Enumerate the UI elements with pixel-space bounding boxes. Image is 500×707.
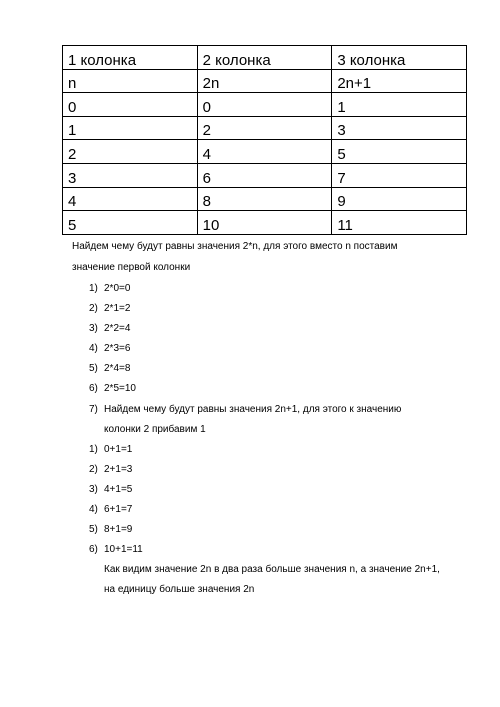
list-number: 2) [89,464,98,475]
table-cell: 2 [197,116,332,140]
list-number: 3) [89,323,98,334]
conclusion-line-1: Как видим значение 2n в два раза больше значения n, а значение 2n+1, [104,564,440,575]
list-number: 1) [89,444,98,455]
list-number: 6) [89,544,98,555]
table-cell: 1 колонка [63,46,198,70]
table-cell: 7 [332,163,467,187]
list-item: 2*5=10 [104,383,136,394]
table-cell: 3 колонка [332,46,467,70]
list-item: 2*1=2 [104,303,131,314]
table-cell: n [63,69,198,93]
list-item: Найдем чему будут равны значения 2n+1, для этого к значению [104,404,402,415]
table-cell: 5 [332,140,467,164]
table-row [63,69,467,93]
table-cell: 3 [63,163,198,187]
list-item: 2*0=0 [104,283,131,294]
table-cell: 4 [197,140,332,164]
table-cell: 0 [197,93,332,117]
list-item: 2*4=8 [104,363,131,374]
table-row [63,93,467,117]
table-cell: 9 [332,187,467,211]
list-number: 4) [89,343,98,354]
intro-line-2: значение первой колонки [72,262,191,273]
list-item: 10+1=11 [104,544,143,555]
table-cell: 1 [63,116,198,140]
list-number: 2) [89,303,98,314]
list-number: 4) [89,504,98,515]
list-number: 5) [89,363,98,374]
table-cell: 1 [332,93,467,117]
table-cell: 0 [63,93,198,117]
table-row [63,211,467,235]
table-row [63,163,467,187]
list-number: 7) [89,404,98,415]
list-item: 2*3=6 [104,343,131,354]
table-cell: 4 [63,187,198,211]
table-cell: 11 [332,211,467,235]
table-cell: 2n+1 [332,69,467,93]
list-item: 2+1=3 [104,464,133,475]
table-row [63,187,467,211]
table-cell: 2n [197,69,332,93]
list-item: 8+1=9 [104,524,133,535]
table-cell: 10 [197,211,332,235]
table-cell: 2 колонка [197,46,332,70]
table-cell: 5 [63,211,198,235]
table-cell: 2 [63,140,198,164]
list-item-continuation: колонки 2 прибавим 1 [104,424,206,435]
intro-line-1: Найдем чему будут равны значения 2*n, для этого вместо n поставим [72,241,398,252]
table-cell: 8 [197,187,332,211]
table-cell: 3 [332,116,467,140]
list-item: 0+1=1 [104,444,133,455]
conclusion-line-2: на единицу больше значения 2n [104,584,255,595]
list-item: 4+1=5 [104,484,133,495]
list-item: 6+1=7 [104,504,133,515]
table-row [63,46,467,70]
list-number: 6) [89,383,98,394]
values-table [62,45,467,235]
list-item: 2*2=4 [104,323,131,334]
list-number: 5) [89,524,98,535]
list-number: 3) [89,484,98,495]
table-cell: 6 [197,163,332,187]
table-row [63,140,467,164]
list-number: 1) [89,283,98,294]
table-row [63,116,467,140]
